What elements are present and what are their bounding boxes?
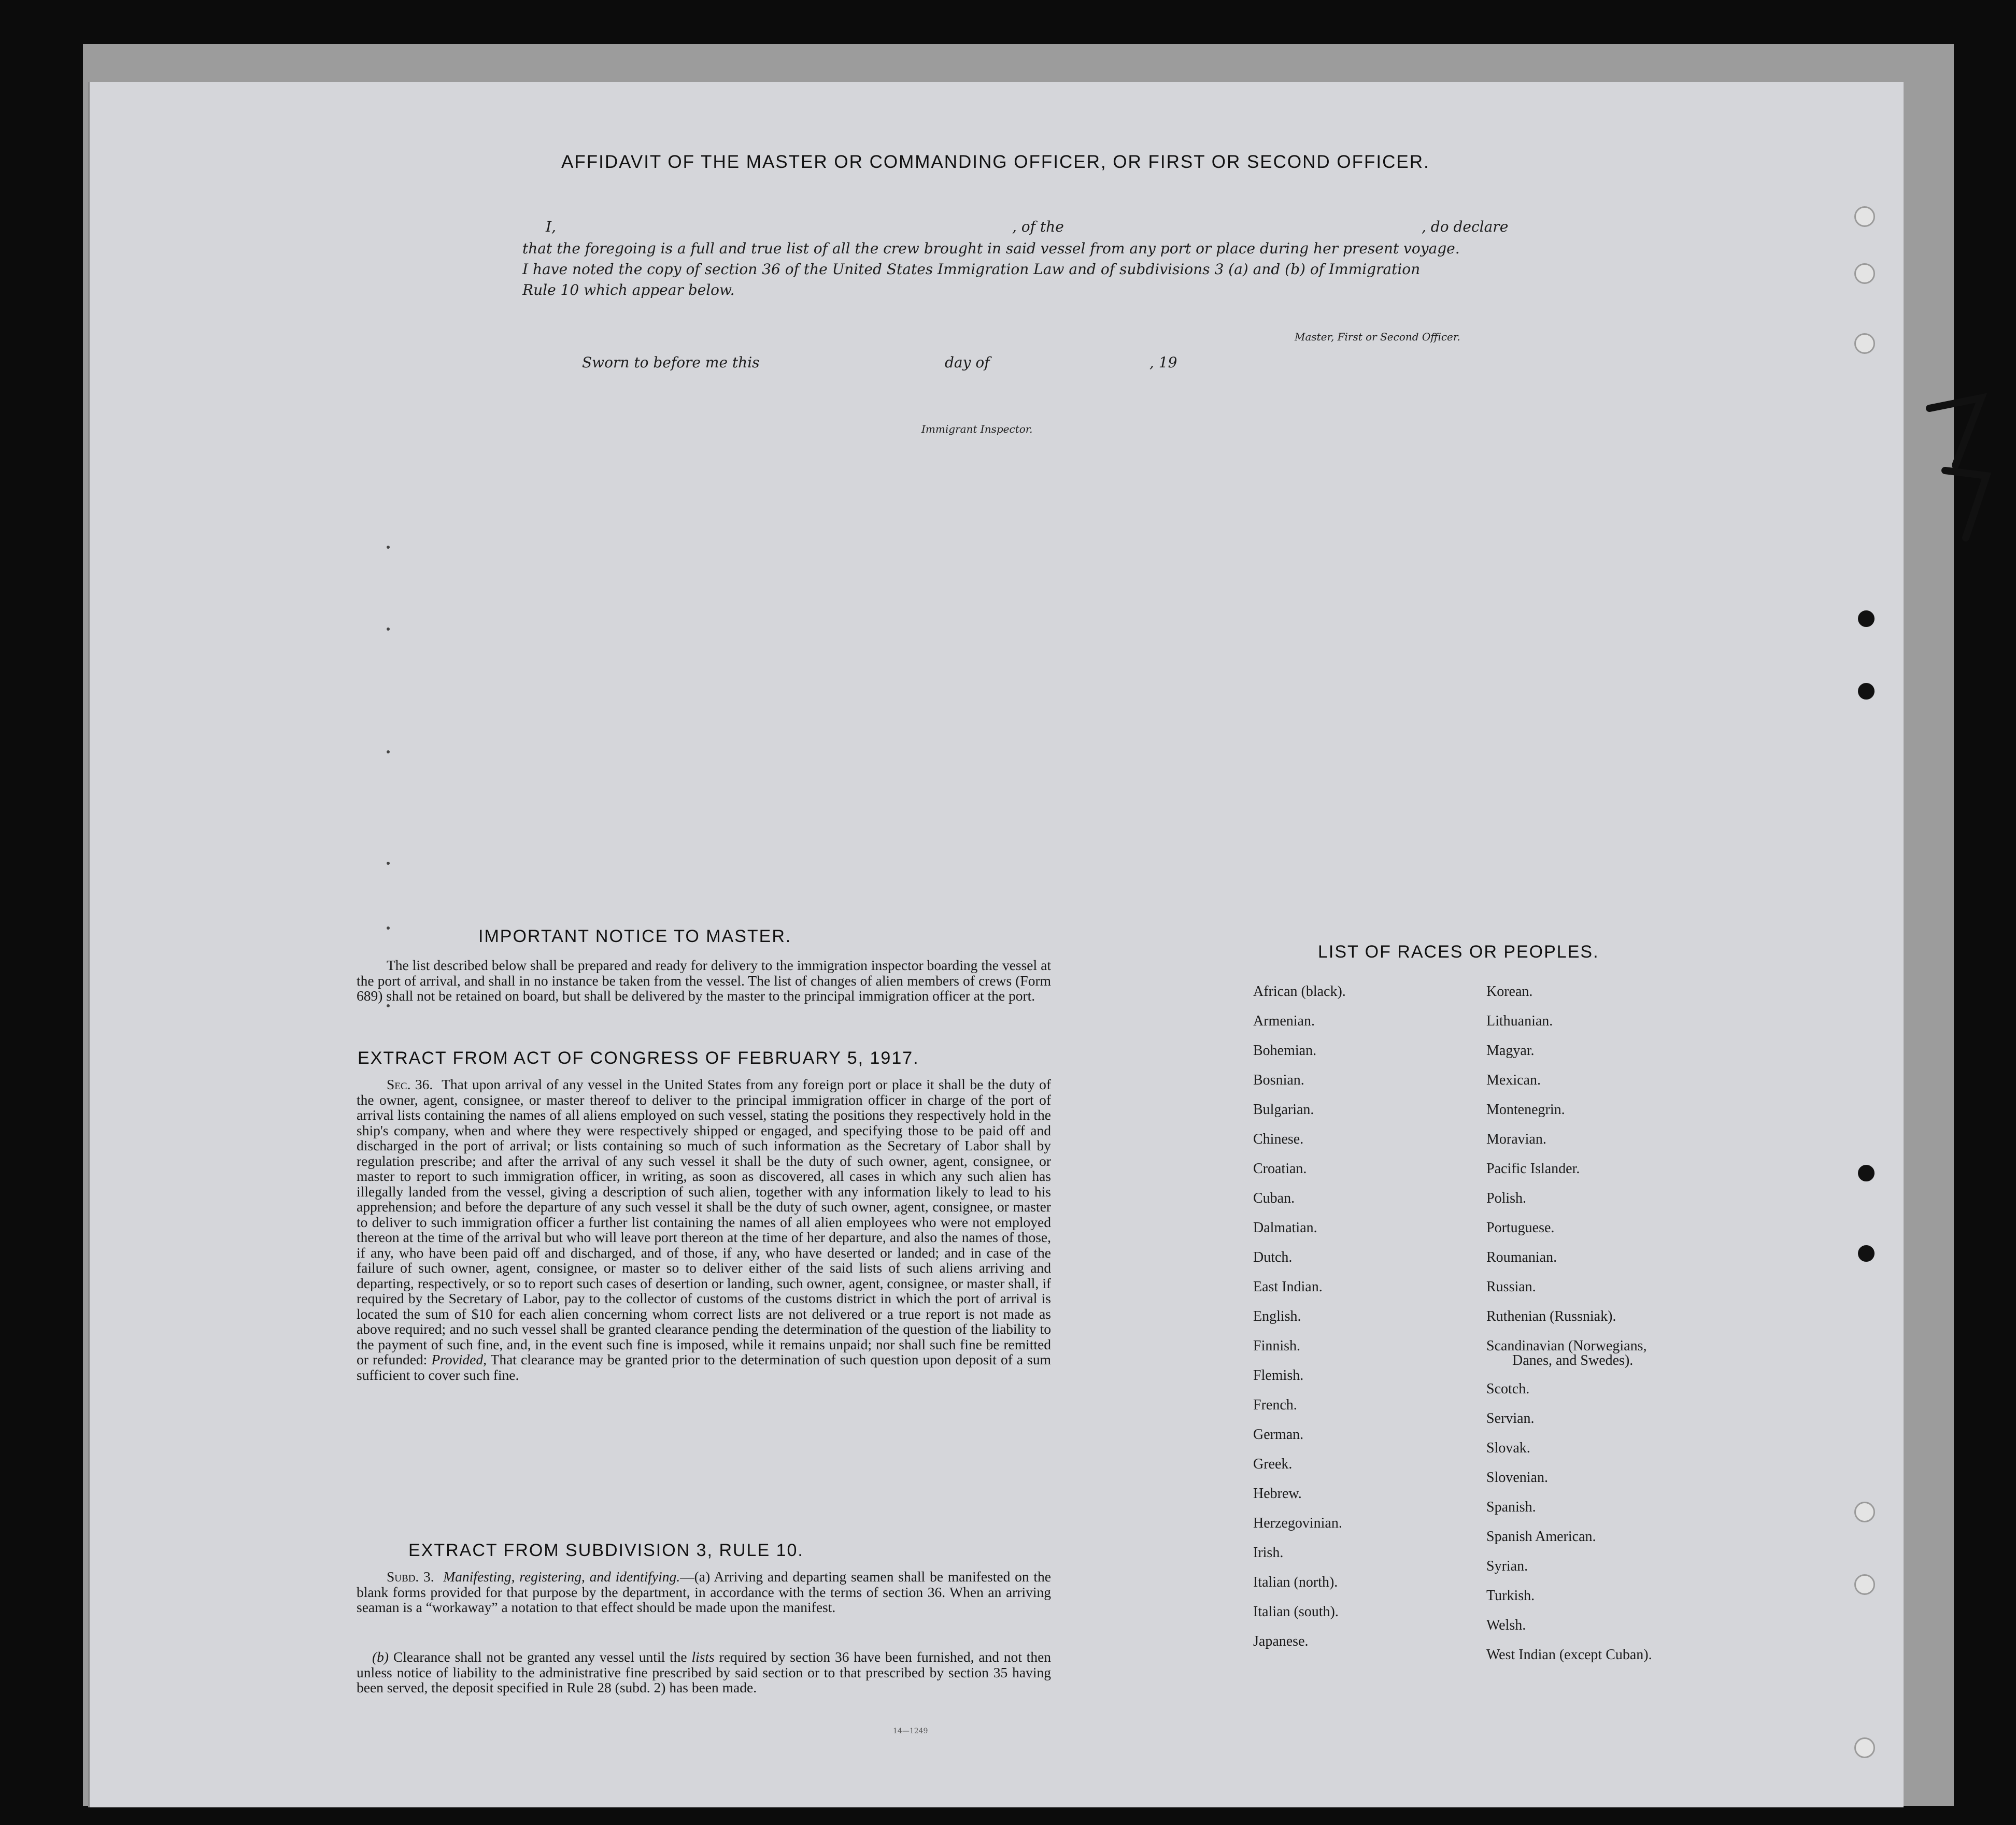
rule-subd-title: Manifesting, registering, and identifying. bbox=[443, 1569, 680, 1585]
race-item: Pacific Islander. bbox=[1486, 1161, 1580, 1177]
race-item: Italian (north). bbox=[1253, 1574, 1338, 1590]
punch-hole bbox=[1854, 263, 1875, 284]
act-paragraph bbox=[357, 1077, 1051, 1382]
handwritten-mark bbox=[1924, 388, 1997, 543]
bleed-mark bbox=[387, 1004, 390, 1007]
race-item: Cuban. bbox=[1253, 1190, 1295, 1206]
race-item: Servian. bbox=[1486, 1410, 1535, 1427]
manifest-page bbox=[88, 82, 1904, 1807]
race-item: Slovenian. bbox=[1486, 1470, 1548, 1486]
rule-paragraph-a bbox=[357, 1569, 1051, 1615]
race-item: Moravian. bbox=[1486, 1131, 1546, 1147]
race-item: Ruthenian (Russniak). bbox=[1486, 1308, 1616, 1324]
rule-subd-label: Subd. 3. bbox=[387, 1569, 434, 1585]
affidavit-of-the: , of the bbox=[1012, 218, 1064, 235]
race-item: Lithuanian. bbox=[1486, 1013, 1553, 1029]
punch-hole bbox=[1858, 1245, 1875, 1262]
race-item: Korean. bbox=[1486, 983, 1533, 1000]
race-item: Bohemian. bbox=[1253, 1043, 1317, 1059]
race-item: Mexican. bbox=[1486, 1072, 1541, 1088]
race-item: Finnish. bbox=[1253, 1338, 1301, 1354]
act-heading: EXTRACT FROM ACT OF CONGRESS OF FEBRUARY 5, 1917. bbox=[358, 1048, 919, 1068]
race-item: Spanish. bbox=[1486, 1499, 1536, 1515]
race-item: Welsh. bbox=[1486, 1617, 1526, 1633]
affidavit-line-3: I have noted the copy of section 36 of the United States Immigration Law and of subdivisions 3 (a) and (b) of Immigration bbox=[522, 261, 1421, 278]
race-item: Portuguese. bbox=[1486, 1220, 1555, 1236]
act-sec-label: Sec. 36. bbox=[387, 1076, 433, 1092]
race-item: Roumanian. bbox=[1486, 1249, 1557, 1265]
race-item: Irish. bbox=[1253, 1545, 1284, 1561]
bleed-mark bbox=[387, 862, 390, 865]
punch-hole bbox=[1858, 683, 1875, 700]
affidavit-do-declare: , do declare bbox=[1422, 218, 1509, 235]
race-item: Slovak. bbox=[1486, 1440, 1530, 1456]
race-item: Turkish. bbox=[1486, 1588, 1535, 1604]
punch-hole bbox=[1854, 1737, 1875, 1758]
act-text: That upon arrival of any vessel in the United States from any foreign port or place it shall be the duty of the owner, agent, consignee, or master thereof to deliver to the principal immigration officer in charge of the port of arrival lists containing the names of all aliens employed on such vessel, stating the positions they respectively hold in the ship's company, when and where they were respectively shipped or engaged, and specifying those to be paid off and discharged in the port of arrival; or lists containing so much of such information as the Secretary of Labor shall by regulation prescribe; and after the arrival of any such vessel it shall be the duty of such owner, agent, consignee, or master to report to such immigration officer, in writing, as soon as discovered, all cases in which any such alien has illegally landed from the vessel, giving a description of such alien, together with any information likely to lead to his apprehension; and before the departure of any such vessel it shall be the duty of such owner, agent, consignee, or master to deliver to such immigration officer a further list containing the names of all alien employees who were not employed thereon at the time of the arrival but who will leave port thereon at the time of her departure, and also the names of those, if any, who have been paid off and discharged, and of those, if any, who have deserted or landed; and in case of the failure of such owner, agent, consignee, or master so to deliver either of the said lists of such aliens arriving and departing, respectively, or so to report such cases of desertion or landing, such owner, agent, consignee, or master shall, if required by the Secretary of Labor, pay to the collector of customs of the customs district in which the port of arrival is located the sum of $10 for each alien concerning whom correct lists are not delivered or a true report is not made as above required; and no such vessel shall be granted clearance pending the determination of the question of the liability to the payment of such fine, and, in the event such fine is imposed, while it remains unpaid; nor shall such fine be remitted or refunded: bbox=[357, 1076, 1051, 1367]
punch-hole bbox=[1858, 610, 1875, 627]
rule-b-lists: lists bbox=[691, 1649, 715, 1665]
notice-paragraph bbox=[357, 958, 1051, 1004]
affidavit-line-4: Rule 10 which appear below. bbox=[522, 281, 735, 298]
race-item: English. bbox=[1253, 1308, 1301, 1324]
bleed-mark bbox=[387, 546, 390, 549]
race-item: Chinese. bbox=[1253, 1131, 1304, 1147]
punch-hole bbox=[1854, 1502, 1875, 1522]
race-item: Spanish American. bbox=[1486, 1529, 1596, 1545]
race-item: Russian. bbox=[1486, 1279, 1536, 1295]
notice-heading: IMPORTANT NOTICE TO MASTER. bbox=[478, 926, 792, 946]
rule-heading: EXTRACT FROM SUBDIVISION 3, RULE 10. bbox=[408, 1541, 804, 1560]
punch-hole bbox=[1858, 1165, 1875, 1181]
race-item: Dutch. bbox=[1253, 1249, 1293, 1265]
punch-hole bbox=[1854, 1574, 1875, 1595]
races-heading: LIST OF RACES OR PEOPLES. bbox=[1318, 942, 1599, 962]
race-item: African (black). bbox=[1253, 983, 1346, 1000]
form-number: 14—1249 bbox=[893, 1727, 928, 1735]
race-item: Bosnian. bbox=[1253, 1072, 1304, 1088]
race-item: West Indian (except Cuban). bbox=[1486, 1647, 1652, 1663]
rule-a-text: Arriving and departing seamen shall be manifested on the blank forms provided for that purpose by the department, in accordance with the terms of section 36. When an arriving seaman is a “workaway” a notation to that effect should be made upon the manifest. bbox=[357, 1569, 1051, 1615]
race-item: Danes, and Swedes). bbox=[1512, 1352, 1634, 1368]
day-of-text: day of bbox=[945, 354, 990, 371]
rule-b-text-2: required by section 36 have been furnished, and not then unless notice of liability to the administrative fine prescribed by said section or to that prescribed by section 35 having been served, the deposit specified in Rule 28 (subd. 2) has been made. bbox=[357, 1649, 1052, 1695]
rule-paragraph-b bbox=[357, 1649, 1051, 1695]
race-item: Bulgarian. bbox=[1253, 1102, 1314, 1118]
affidavit-line-2: that the foregoing is a full and true list of all the crew brought in said vessel from any port or place during her present voyage. bbox=[522, 240, 1460, 257]
race-item: Flemish. bbox=[1253, 1367, 1304, 1384]
race-item: Greek. bbox=[1253, 1456, 1293, 1472]
race-item: Armenian. bbox=[1253, 1013, 1315, 1029]
race-item: Magyar. bbox=[1486, 1043, 1535, 1059]
race-item: Scandinavian (Norwegians, bbox=[1486, 1338, 1647, 1354]
bleed-mark bbox=[387, 926, 390, 930]
race-item: Syrian. bbox=[1486, 1558, 1528, 1574]
signature-caption: Master, First or Second Officer. bbox=[1295, 331, 1460, 343]
rule-b-text-1: Clearance shall not be granted any vessel until the bbox=[393, 1649, 687, 1665]
race-item: Dalmatian. bbox=[1253, 1220, 1317, 1236]
race-item: Herzegovinian. bbox=[1253, 1515, 1342, 1531]
act-text-end: That clearance may be granted prior to the determination of such question upon deposit of a sum sufficient to cover such fine. bbox=[357, 1351, 1051, 1383]
bleed-mark bbox=[387, 628, 390, 631]
rule-a-label: —(a) bbox=[680, 1569, 711, 1585]
notice-text: The list described below shall be prepared and ready for delivery to the immigration inspector boarding the vessel at the port of arrival, and shall in no instance be taken from the vessel. The list of changes of alien members of crews (Form 689) shall not be retained on board, but shall be delivered by the master to the principal immigration officer at the port. bbox=[357, 957, 1051, 1004]
inspector-caption: Immigrant Inspector. bbox=[921, 423, 1033, 435]
affidavit-title: AFFIDAVIT OF THE MASTER OR COMMANDING OFFICER, OR FIRST OR SECOND OFFICER. bbox=[561, 152, 1430, 172]
race-item: French. bbox=[1253, 1397, 1297, 1413]
race-item: Italian (south). bbox=[1253, 1604, 1339, 1620]
race-item: German. bbox=[1253, 1427, 1304, 1443]
race-item: Hebrew. bbox=[1253, 1486, 1302, 1502]
affidavit-i: I, bbox=[546, 218, 556, 235]
race-item: Montenegrin. bbox=[1486, 1102, 1565, 1118]
bleed-mark bbox=[387, 750, 390, 753]
sworn-text: Sworn to before me this bbox=[582, 354, 760, 371]
race-item: East Indian. bbox=[1253, 1279, 1323, 1295]
punch-hole bbox=[1854, 333, 1875, 354]
race-item: Polish. bbox=[1486, 1190, 1527, 1206]
year-text: , 19 bbox=[1149, 354, 1177, 371]
race-item: Croatian. bbox=[1253, 1161, 1307, 1177]
act-provided: Provided, bbox=[431, 1351, 487, 1367]
race-item: Scotch. bbox=[1486, 1381, 1530, 1397]
race-item: Japanese. bbox=[1253, 1633, 1309, 1649]
rule-b-label: (b) bbox=[372, 1649, 389, 1665]
punch-hole bbox=[1854, 206, 1875, 227]
